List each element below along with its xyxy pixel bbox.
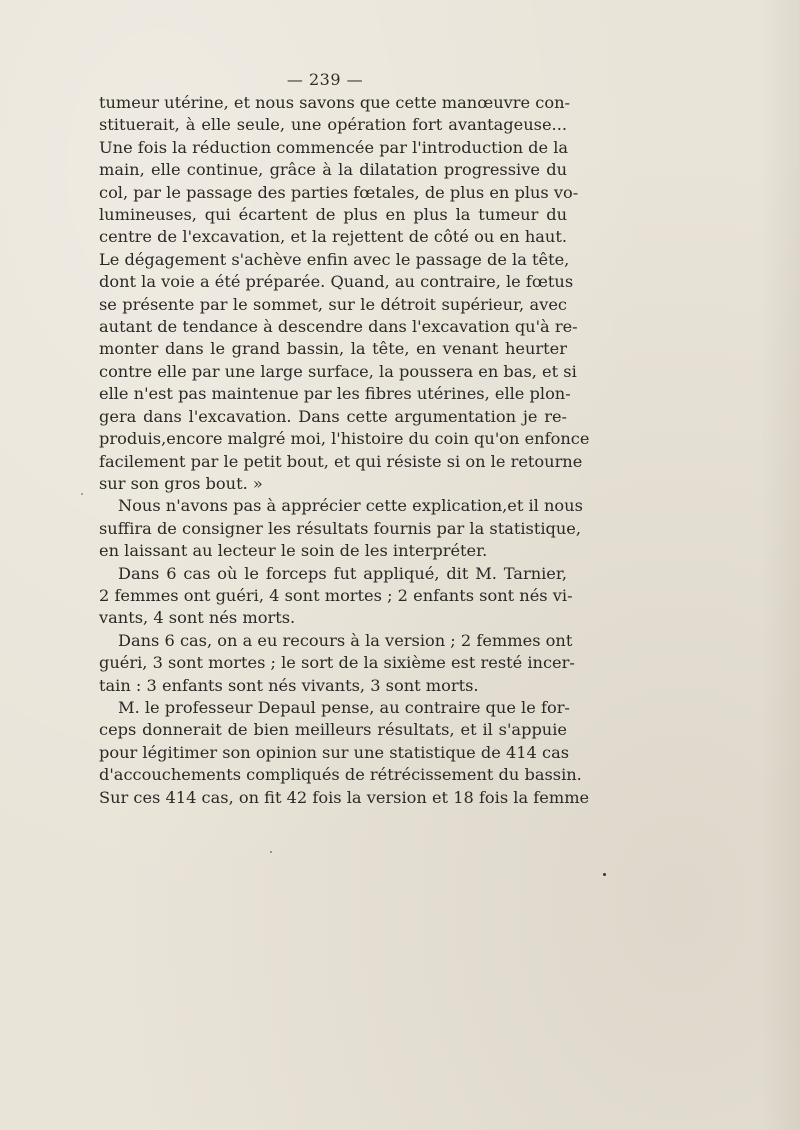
text-line: produis,encore malgré moi, l'histoire du coin qu'on enfonce (99, 429, 590, 449)
text-line: Le dégagement s'achève enfin avec le passage de la tête, (99, 249, 570, 269)
text-line: sur son gros bout. » (99, 473, 263, 493)
text-line: M. le professeur Depaul pense, au contraire que le for- (118, 697, 570, 717)
text-line: lumineuses, qui écartent de plus en plus la tumeur du (99, 205, 567, 225)
text-line: Nous n'avons pas à apprécier cette explication,et il nous (118, 496, 583, 516)
text-line: autant de tendance à descendre dans l'excavation qu'à re- (99, 317, 578, 337)
text-line: d'accouchements compliqués de rétrécissement du bassin. (99, 765, 582, 785)
text-line: main, elle continue, grâce à la dilatation progressive du (99, 160, 567, 180)
text-line: Dans 6 cas où le forceps fut appliqué, dit M. Tarnier, (118, 563, 567, 583)
text-line: monter dans le grand bassin, la tête, en venant heurter (99, 339, 567, 359)
text-line: en laissant au lecteur le soin de les interpréter. (99, 541, 488, 561)
text-line: guéri, 3 sont mortes ; le sort de la sixième est resté incer- (99, 653, 575, 673)
text-line: contre elle par une large surface, la poussera en bas, et si (99, 361, 577, 381)
text-line: dont la voie a été préparée. Quand, au contraire, le fœtus (99, 272, 574, 292)
text-line: Sur ces 414 cas, on fit 42 fois la version et 18 fois la femme (99, 787, 590, 807)
page-edge-shadow (760, 0, 800, 1130)
body-text (99, 92, 590, 809)
text-line: facilement par le petit bout, et qui résiste si on le retourne (99, 451, 583, 471)
ink-speck (603, 873, 606, 876)
ink-speck (81, 493, 83, 495)
text-line: centre de l'excavation, et la rejettent de côté ou en haut. (99, 227, 567, 247)
text-line: tain : 3 enfants sont nés vivants, 3 sont morts. (99, 675, 479, 695)
text-line: suffira de consigner les résultats fournis par la statistique, (99, 518, 582, 538)
text-line: Dans 6 cas, on a eu recours à la version ; 2 femmes ont (118, 630, 573, 650)
text-line: pour légitimer son opinion sur une statistique de 414 cas (99, 742, 570, 762)
text-line: tumeur utérine, et nous savons que cette manœuvre con- (99, 93, 570, 112)
text-line: stituerait, à elle seule, une opération fort avantageuse... (99, 115, 567, 135)
text-line: gera dans l'excavation. Dans cette argumentation je re- (99, 406, 567, 426)
text-line: se présente par le sommet, sur le détroit supérieur, avec (99, 294, 567, 314)
text-line: Une fois la réduction commencée par l'introduction de la (99, 137, 569, 157)
text-line: elle n'est pas maintenue par les fibres utérines, elle plon- (99, 384, 571, 404)
ink-speck (270, 851, 272, 853)
page-number: — 239 — (286, 70, 364, 89)
text-line: 2 femmes ont guéri, 4 sont mortes ; 2 enfants sont nés vi- (99, 585, 573, 605)
text-line: col, par le passage des parties fœtales, de plus en plus vo- (99, 182, 579, 202)
text-line: vants, 4 sont nés morts. (99, 608, 296, 628)
text-line: ceps donnerait de bien meilleurs résultats, et il s'appuie (99, 720, 567, 740)
